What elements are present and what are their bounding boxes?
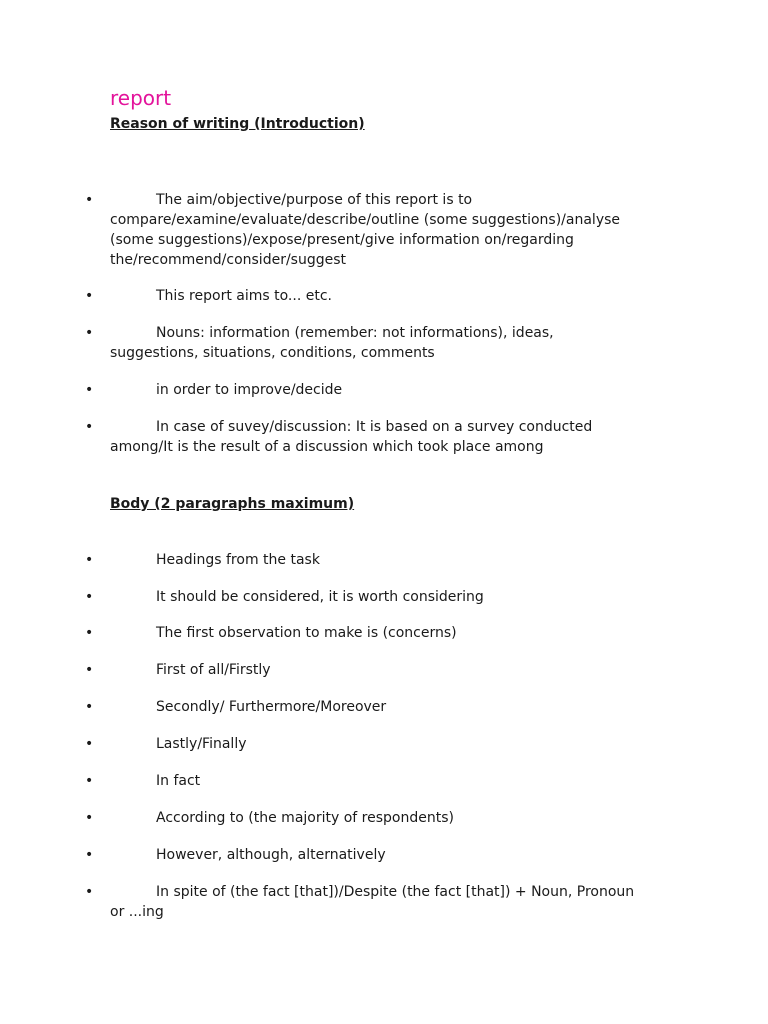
list-item-text: The aim/objective/purpose of this report is to compare/examine/evaluate/describe/outline (some suggestions)/analyse (some suggestions)/expose/present/give information on/regarding the/recommend/consider/suggest [110, 192, 621, 268]
bullet-icon: • [85, 699, 94, 715]
list-item-text: It should be considered, it is worth considering [156, 589, 484, 605]
bullet-icon: • [85, 847, 94, 863]
list-item [85, 808, 645, 828]
bullet-icon: • [85, 773, 94, 789]
list-item-text: In case of suvey/discussion: It is based on a survey conducted among/It is the result of a discussion which took place among [110, 419, 593, 455]
list-item [85, 323, 645, 363]
bullet-icon: • [85, 662, 94, 678]
bullet-icon: • [85, 192, 94, 208]
list-item [85, 286, 645, 306]
bullet-icon: • [85, 589, 94, 605]
document-title: report [110, 86, 172, 110]
list-item-text: The first observation to make is (concerns) [156, 625, 457, 641]
list-item [85, 845, 645, 865]
bullet-icon: • [85, 288, 94, 304]
bullet-icon: • [85, 419, 94, 435]
list-item [85, 882, 645, 922]
bullet-icon: • [85, 552, 94, 568]
list-item [85, 623, 645, 643]
list-item [85, 587, 645, 607]
section-heading-body: Body (2 paragraphs maximum) [110, 496, 355, 512]
list-item [85, 417, 645, 457]
bullet-icon: • [85, 736, 94, 752]
list-item [85, 697, 645, 717]
list-item-text: However, although, alternatively [156, 847, 386, 863]
bullet-icon: • [85, 884, 94, 900]
list-item-text: According to (the majority of respondents) [156, 810, 454, 826]
list-item [85, 734, 645, 754]
list-item-text: Secondly/ Furthermore/Moreover [156, 699, 387, 715]
bullet-icon: • [85, 382, 94, 398]
section-heading-introduction: Reason of writing (Introduction) [110, 116, 365, 132]
list-item-text: Headings from the task [156, 552, 320, 568]
bullet-icon: • [85, 810, 94, 826]
list-item [85, 660, 645, 680]
list-item-text: In spite of (the fact [that])/Despite (the fact [that]) + Noun, Pronoun or ...ing [110, 884, 635, 920]
list-item-text: First of all/Firstly [156, 662, 271, 678]
bullet-icon: • [85, 325, 94, 341]
list-item-text: In fact [156, 773, 201, 789]
list-item-text: Nouns: information (remember: not informations), ideas, suggestions, situations, conditions, comments [110, 325, 554, 361]
list-item [85, 771, 645, 791]
list-item-text: Lastly/Finally [156, 736, 247, 752]
list-item [85, 550, 645, 570]
list-item-text: This report aims to... etc. [156, 288, 332, 304]
list-item-text: in order to improve/decide [156, 382, 343, 398]
list-item [85, 380, 645, 400]
bullet-icon: • [85, 625, 94, 641]
list-item [85, 190, 645, 270]
